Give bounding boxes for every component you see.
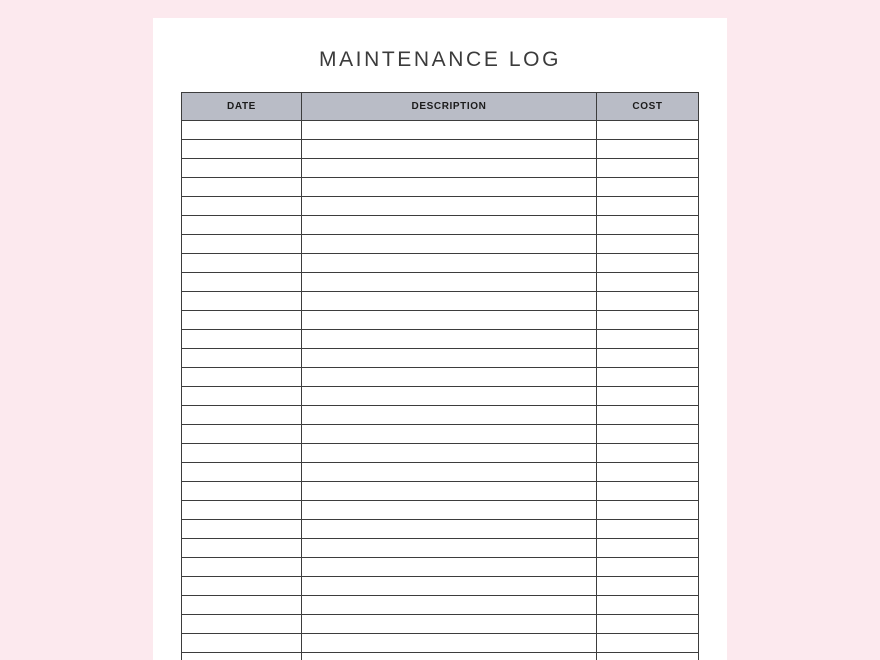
table-row[interactable] bbox=[182, 159, 699, 178]
table-cell-cost[interactable] bbox=[597, 197, 699, 216]
table-header-row bbox=[182, 93, 699, 121]
table-row[interactable] bbox=[182, 539, 699, 558]
table-row[interactable] bbox=[182, 425, 699, 444]
table-row[interactable] bbox=[182, 406, 699, 425]
table-row[interactable] bbox=[182, 463, 699, 482]
table-cell-description[interactable] bbox=[302, 349, 597, 368]
table-cell-date[interactable] bbox=[182, 482, 302, 501]
table-cell-date[interactable] bbox=[182, 235, 302, 254]
document-sheet bbox=[153, 18, 727, 660]
table-cell-description[interactable] bbox=[302, 596, 597, 615]
table-cell-description[interactable] bbox=[302, 387, 597, 406]
table-header bbox=[182, 93, 699, 121]
table-cell-date[interactable] bbox=[182, 406, 302, 425]
table-cell-description[interactable] bbox=[302, 140, 597, 159]
table-cell-cost[interactable] bbox=[597, 634, 699, 653]
table-cell-description[interactable] bbox=[302, 482, 597, 501]
table-cell-description[interactable] bbox=[302, 615, 597, 634]
table-cell-description[interactable] bbox=[302, 539, 597, 558]
table-cell-description[interactable] bbox=[302, 520, 597, 539]
table-cell-description[interactable] bbox=[302, 311, 597, 330]
table-cell-description[interactable] bbox=[302, 159, 597, 178]
table-row[interactable] bbox=[182, 634, 699, 653]
table-cell-cost[interactable] bbox=[597, 482, 699, 501]
table-cell-cost[interactable] bbox=[597, 311, 699, 330]
table-row[interactable] bbox=[182, 254, 699, 273]
table-row[interactable] bbox=[182, 577, 699, 596]
table-row[interactable] bbox=[182, 235, 699, 254]
maintenance-log-table-container bbox=[181, 92, 698, 660]
table-cell-description[interactable] bbox=[302, 406, 597, 425]
table-cell-cost[interactable] bbox=[597, 368, 699, 387]
table-row[interactable] bbox=[182, 501, 699, 520]
table-cell-cost[interactable] bbox=[597, 140, 699, 159]
table-row[interactable] bbox=[182, 482, 699, 501]
table-cell-date[interactable] bbox=[182, 311, 302, 330]
page-title: MAINTENANCE LOG bbox=[318, 48, 562, 71]
table-cell-description[interactable] bbox=[302, 254, 597, 273]
table-row[interactable] bbox=[182, 520, 699, 539]
table-cell-date[interactable] bbox=[182, 539, 302, 558]
table-row[interactable] bbox=[182, 273, 699, 292]
table-row[interactable] bbox=[182, 121, 699, 140]
table-cell-date[interactable] bbox=[182, 558, 302, 577]
table-cell-date[interactable] bbox=[182, 292, 302, 311]
table-cell-description[interactable] bbox=[302, 235, 597, 254]
table-cell-description[interactable] bbox=[302, 577, 597, 596]
table-cell-description[interactable] bbox=[302, 558, 597, 577]
table-cell-date[interactable] bbox=[182, 349, 302, 368]
table-cell-description[interactable] bbox=[302, 463, 597, 482]
table-cell-cost[interactable] bbox=[597, 558, 699, 577]
table-cell-cost[interactable] bbox=[597, 349, 699, 368]
table-cell-description[interactable] bbox=[302, 425, 597, 444]
column-header-description: DESCRIPTION bbox=[302, 93, 597, 121]
table-cell-date[interactable] bbox=[182, 178, 302, 197]
table-row[interactable] bbox=[182, 653, 699, 660]
table-cell-cost[interactable] bbox=[597, 159, 699, 178]
table-cell-cost[interactable] bbox=[597, 254, 699, 273]
table-cell-date[interactable] bbox=[182, 577, 302, 596]
table-cell-description[interactable] bbox=[302, 501, 597, 520]
table-row[interactable] bbox=[182, 387, 699, 406]
table-cell-date[interactable] bbox=[182, 330, 302, 349]
table-row[interactable] bbox=[182, 444, 699, 463]
table-cell-cost[interactable] bbox=[597, 596, 699, 615]
table-cell-cost[interactable] bbox=[597, 653, 699, 660]
table-cell-cost[interactable] bbox=[597, 330, 699, 349]
table-cell-cost[interactable] bbox=[597, 178, 699, 197]
table-cell-date[interactable] bbox=[182, 387, 302, 406]
table-row[interactable] bbox=[182, 368, 699, 387]
table-cell-description[interactable] bbox=[302, 292, 597, 311]
table-cell-description[interactable] bbox=[302, 216, 597, 235]
table-cell-cost[interactable] bbox=[597, 406, 699, 425]
table-row[interactable] bbox=[182, 349, 699, 368]
table-cell-date[interactable] bbox=[182, 501, 302, 520]
table-cell-cost[interactable] bbox=[597, 387, 699, 406]
table-cell-date[interactable] bbox=[182, 463, 302, 482]
table-cell-description[interactable] bbox=[302, 368, 597, 387]
table-cell-description[interactable] bbox=[302, 121, 597, 140]
table-body bbox=[182, 121, 699, 660]
table-cell-date[interactable] bbox=[182, 216, 302, 235]
table-cell-date[interactable] bbox=[182, 254, 302, 273]
table-row[interactable] bbox=[182, 216, 699, 235]
table-cell-cost[interactable] bbox=[597, 292, 699, 311]
table-cell-description[interactable] bbox=[302, 634, 597, 653]
table-cell-cost[interactable] bbox=[597, 235, 699, 254]
table-cell-description[interactable] bbox=[302, 444, 597, 463]
table-cell-date[interactable] bbox=[182, 121, 302, 140]
table-row[interactable] bbox=[182, 178, 699, 197]
table-cell-description[interactable] bbox=[302, 273, 597, 292]
table-row[interactable] bbox=[182, 197, 699, 216]
table-row[interactable] bbox=[182, 140, 699, 159]
table-row[interactable] bbox=[182, 330, 699, 349]
table-cell-cost[interactable] bbox=[597, 463, 699, 482]
table-cell-description[interactable] bbox=[302, 330, 597, 349]
table-row[interactable] bbox=[182, 596, 699, 615]
table-cell-date[interactable] bbox=[182, 653, 302, 660]
column-header-date: DATE bbox=[182, 93, 302, 121]
table-cell-date[interactable] bbox=[182, 425, 302, 444]
table-cell-date[interactable] bbox=[182, 368, 302, 387]
table-row[interactable] bbox=[182, 311, 699, 330]
table-cell-cost[interactable] bbox=[597, 501, 699, 520]
table-cell-date[interactable] bbox=[182, 140, 302, 159]
table-cell-cost[interactable] bbox=[597, 273, 699, 292]
table-cell-date[interactable] bbox=[182, 520, 302, 539]
table-cell-date[interactable] bbox=[182, 273, 302, 292]
table-cell-cost[interactable] bbox=[597, 121, 699, 140]
table-row[interactable] bbox=[182, 615, 699, 634]
table-cell-cost[interactable] bbox=[597, 615, 699, 634]
table-cell-cost[interactable] bbox=[597, 520, 699, 539]
table-cell-cost[interactable] bbox=[597, 425, 699, 444]
table-cell-cost[interactable] bbox=[597, 539, 699, 558]
table-cell-date[interactable] bbox=[182, 615, 302, 634]
table-cell-date[interactable] bbox=[182, 444, 302, 463]
table-cell-date[interactable] bbox=[182, 197, 302, 216]
table-cell-description[interactable] bbox=[302, 178, 597, 197]
maintenance-log-table bbox=[181, 92, 699, 660]
table-cell-cost[interactable] bbox=[597, 444, 699, 463]
table-cell-date[interactable] bbox=[182, 596, 302, 615]
table-cell-date[interactable] bbox=[182, 159, 302, 178]
table-cell-cost[interactable] bbox=[597, 216, 699, 235]
table-cell-date[interactable] bbox=[182, 634, 302, 653]
column-header-cost: COST bbox=[597, 93, 699, 121]
table-cell-cost[interactable] bbox=[597, 577, 699, 596]
table-cell-description[interactable] bbox=[302, 653, 597, 660]
table-row[interactable] bbox=[182, 292, 699, 311]
table-cell-description[interactable] bbox=[302, 197, 597, 216]
table-row[interactable] bbox=[182, 558, 699, 577]
